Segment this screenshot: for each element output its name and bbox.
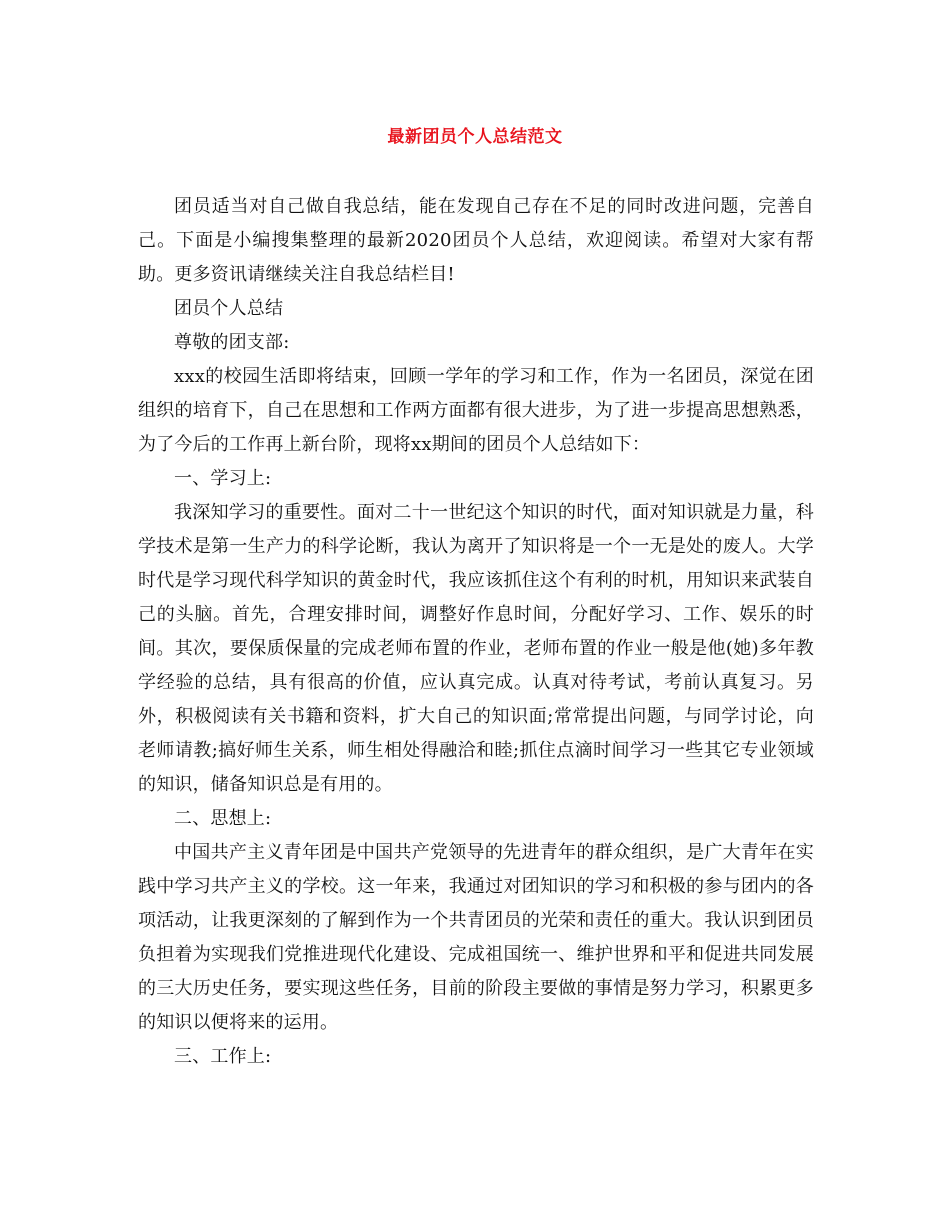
paragraph-thought: 中国共产主义青年团是中国共产党领导的先进青年的群众组织，是广大青年在实践中学习共产主义的学校。这一年来，我通过对团知识的学习和积极的参与团内的各项活动，让我更深刻的了解到作为一个共青团员的光荣和责任的重大。我认识到团员负担着为实现我们党推进现代化建设、完成祖国统一、维护世界和平和促进共同发展的三大历史任务，要实现这些任务，目前的阶段主要做的事情是努力学习，积累更多的知识以便将来的运用。	[138, 842, 814, 1033]
paragraph-intro: 团员适当对自己做自我总结，能在发现自己存在不足的同时改进问题，完善自己。下面是小编搜集整理的最新2020团员个人总结，欢迎阅读。希望对大家有帮助。更多资讯请继续关注自我总结栏目!	[138, 196, 814, 285]
paragraph-salutation: 尊敬的团支部:	[174, 332, 290, 353]
document-title: 最新团员个人总结范文	[387, 127, 563, 147]
section-heading-work: 三、工作上:	[174, 1046, 272, 1067]
paragraph-heading-summary: 团员个人总结	[174, 298, 284, 319]
section-heading-thought: 二、思想上:	[174, 808, 272, 829]
paragraph-study: 我深知学习的重要性。面对二十一世纪这个知识的时代，面对知识就是力量，科学技术是第一生产力的科学论断，我认为离开了知识将是一个一无是处的废人。大学时代是学习现代科学知识的黄金时代，我应该抓住这个有利的时机，用知识来武装自己的头脑。首先，合理安排时间，调整好作息时间，分配好学习、工作、娱乐的时间。其次，要保质保量的完成老师布置的作业，老师布置的作业一般是他(她)多年教学经验的总结，具有很高的价值，应认真完成。认真对待考试，考前认真复习。另外，积极阅读有关书籍和资料，扩大自己的知识面;常常提出问题，与同学讨论，向老师请教;搞好师生关系，师生相处得融洽和睦;抓住点滴时间学习一些其它专业领域的知识，储备知识总是有用的。	[138, 502, 814, 795]
section-heading-study: 一、学习上:	[174, 468, 272, 489]
document-body	[138, 190, 814, 1074]
paragraph-opening: xxx的校园生活即将结束，回顾一学年的学习和工作，作为一名团员，深觉在团组织的培育下，自己在思想和工作两方面都有很大进步，为了进一步提高思想熟悉，为了今后的工作再上新台阶，现将xx期间的团员个人总结如下：	[138, 366, 814, 455]
